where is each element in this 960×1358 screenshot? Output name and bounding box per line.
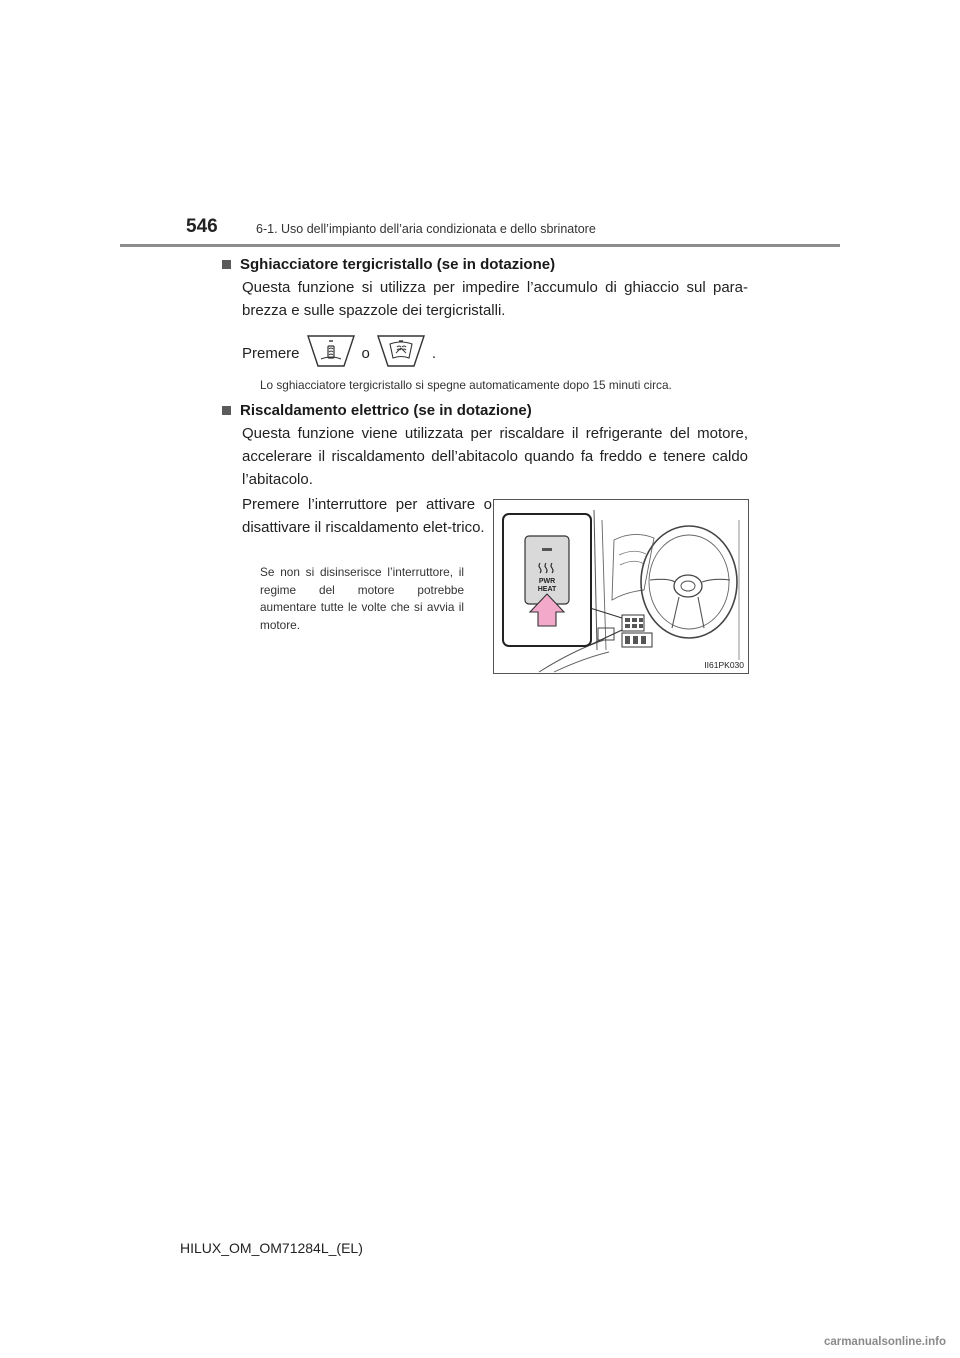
dashboard-illustration [494,500,748,673]
switch-label-pwr: PWR [538,578,556,585]
instruction-suffix: . [431,344,437,362]
pwr-heat-switch-figure [493,499,749,674]
electric-heater-instruction: Premere l’interruttore per attivare o disattivare il riscaldamento elet-trico. [242,496,492,536]
heading-text: Riscaldamento elettrico (se in dotazione) [240,402,532,419]
page-number: 546 [186,216,218,237]
instruction-prefix: Premere [242,344,300,362]
wiper-deicer-description: Questa funzione si utilizza per impedire l’accumulo di ghiaccio sul para-brezza e sulle spazzole dei tergicristalli. [242,279,748,319]
wiper-deicer-instruction [242,336,436,370]
electric-heater-note: Se non si disinserisce l’interruttore, il regime del motore potrebbe aumentare tutte le volte che si avvia il motore. [260,565,464,632]
windshield-deicer-button-icon [306,334,356,372]
watermark: carmanualsonline.info [823,1336,946,1348]
bullet-square-icon [222,260,231,269]
section-title: 6-1. Uso dell’impianto dell’aria condizionata e dello sbrinatore [256,222,596,236]
header-rule [120,244,840,247]
heading-electric-heater [222,402,532,419]
heading-text: Sghiacciatore tergicristallo (se in dotazione) [240,256,556,273]
bullet-square-icon [222,406,231,415]
instruction-or: o [361,344,370,362]
figure-code: II61PK030 [704,660,744,670]
wiper-deicer-note: Lo sghiacciatore tergicristallo si spegne automaticamente dopo 15 minuti circa. [260,378,672,392]
windshield-deicer-button-alt-icon [376,334,426,372]
doc-id: HILUX_OM_OM71284L_(EL) [180,1240,363,1256]
electric-heater-description: Questa funzione viene utilizzata per riscaldare il refrigerante del motore, accelerare il riscaldamento dell’abitacolo quando fa freddo e tenere caldo l’abitacolo. [242,425,748,488]
heading-wiper-deicer [222,256,555,273]
switch-label-heat: HEAT [537,586,557,593]
